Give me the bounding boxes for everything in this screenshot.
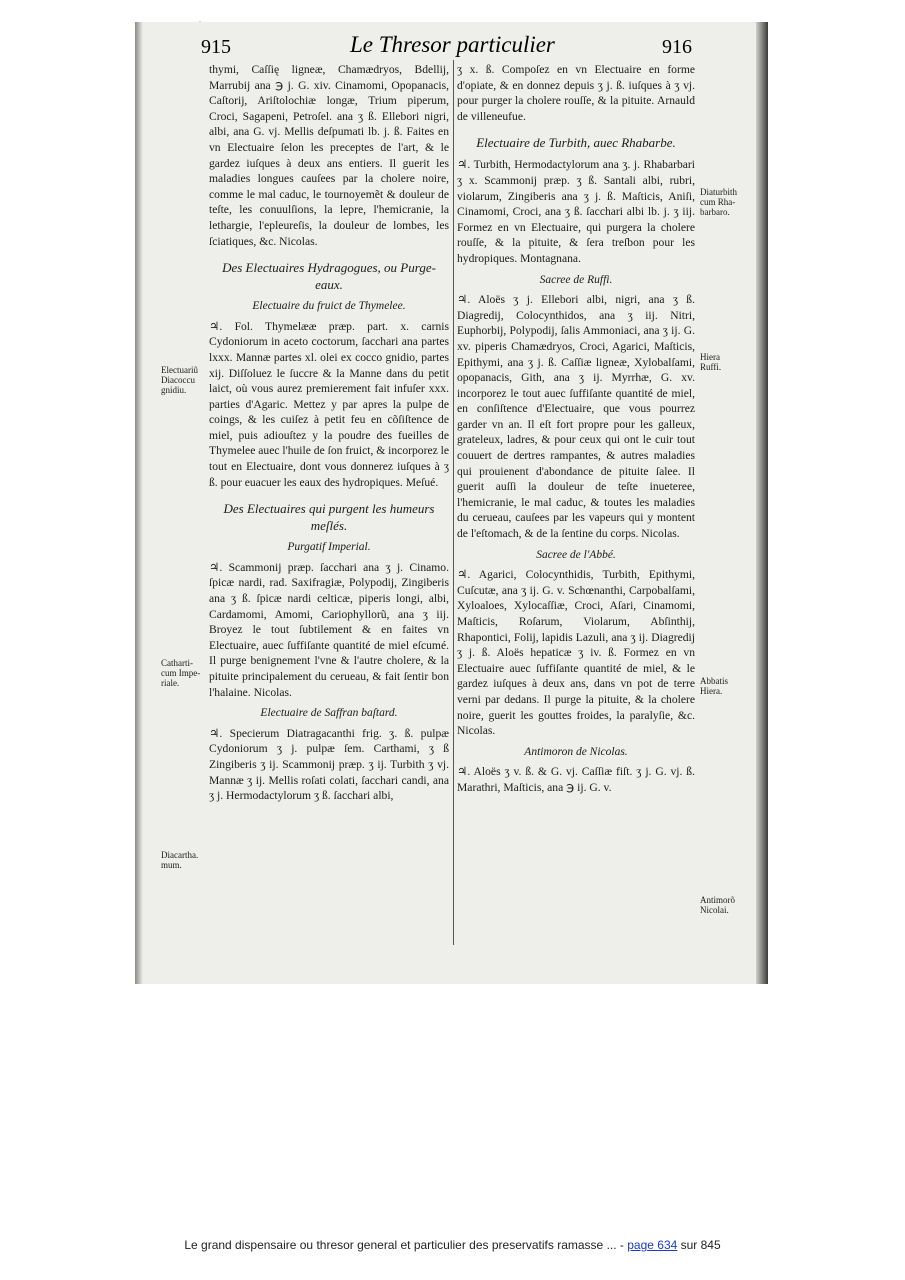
- margin-note-diacartham: Diacartha. mum.: [161, 850, 199, 870]
- paragraph: ♃. Specierum Diatragacanthi frig. ʒ. ß. pulpæ Cydoniorum ʒ j. pulpæ ſem. Carthami, ʒ ß Zingiberis ʒ ij. Scammonij præp. ʒ ij. Turbith ʒ vj. Mannæ ʒ ij. Mellis roſati colati, ſacchari candi, ana ʒ j. Hermodactylorum ʒ ß. ſacchari albi,: [209, 726, 449, 803]
- page-link[interactable]: page 634: [627, 1238, 678, 1252]
- running-head: [135, 28, 755, 60]
- paragraph: ♃. Aloës ʒ v. ß. & G. vj. Caſſiæ fiſt. ʒ j. G. vj. ß. Marathri, Maſticis, ana ℈ ij. G. v.: [457, 765, 695, 794]
- margin-note-hiera-abbatis: Abbatis Hiera.: [700, 676, 728, 696]
- document-caption: [0, 1238, 905, 1252]
- margin-note-diacocc: Electuariũ Diacoccu gnidiu.: [161, 365, 198, 395]
- margin-note-imperial: Catharti- cum Impe- riale.: [161, 658, 201, 688]
- recipe-heading: Electuaire de Saffran baſtard.: [260, 707, 398, 720]
- scanned-page: [135, 22, 768, 984]
- paragraph: thymi, Caſſię ligneæ, Chamædryos, Bdellij, Marrubij ana ℈ j. G. xiv. Cinamomi, Opopanacis, Caſtorij, Ariſtolochiæ longæ, Trium piperum, Croci, Sagapeni, Petroſel. ana ʒ ß. Ellebori nigri, albi, ana G. vj. Mellis deſpumati lb. j. ß. Faites en vn Electuaire ſelon les preceptes de l'art, & le gardez iuſques à deux ans entiers. Il guerit les maladies longues cauſees par la cholere noire, comme le mal caduc, le tournoyemẽt & douleur de teſte, les conuulſions, la lepre, l'hemicranie, la lethargie, l'epleureſis, la douleur de lombes, les ſciatiques, &c. Nicolas.: [209, 63, 449, 248]
- paragraph: ♃. Fol. Thymelææ præp. part. x. carnis Cydoniorum in aceto coctorum, ſacchari ana partes lxxx. Mannæ partes xl. olei ex cocco gnidio, partes xij. Diſſoluez le ſuccre & la Manne dans du petit laict, où vous aurez premierement fait infuſer xxx. parties d'Agaric. Mettez y par apres la pulpe de coings, & les cuiſez à petit feu en cõſiſtence de miel, puis adiouſtez y la poudre des fueilles de Thymelee auec l'huile de ſon fruict, & incorporez le tout en Electuaire, dont vous donnerez iuſques à ʒ ß. pour euacuer les eaux des hydropiques. Meſué.: [209, 319, 449, 489]
- paragraph: ʒ x. ß. Compoſez en vn Electuaire en forme d'opiate, & en donnez depuis ʒ j. ß. iuſques à ʒ vj. pour purger la cholere rouſſe, & la pituite. Arnauld de villeneufue.: [457, 63, 695, 123]
- recipe-heading: Purgatif Imperial.: [287, 541, 371, 554]
- caption-text: Le grand dispensaire ou thresor general et particulier des preservatifs ramasse ... -: [184, 1238, 628, 1252]
- caption-page-total: sur 845: [677, 1238, 721, 1252]
- paragraph: ♃. Agarici, Colocynthidis, Turbith, Epithymi, Cuſcutæ, ana ʒ ij. G. v. Schœnanthi, Carpobalſami, Xyloaloes, Xylocaſſiæ, Croci, Aſari, Cinamomi, Maſticis, Roſarum, Violarum, Abſinthij, Rhapontici, Folij, lapidis Lazuli, ana ʒ ij. Diagredij ʒ j. ß. Aloës hepaticæ ʒ iv. ß. Formez en vn Electuaire auec ſuffiſante quantité de miel, & le gardez iuſques à deux ans, dans vn pot de terre verni par dedans. Il purge la pituite, & la cholere noire, guerit les gouttes froides, la paralyſie, &c. Nicolas.: [457, 568, 695, 738]
- paragraph: ♃. Turbith, Hermodactylorum ana ʒ. j. Rhabarbari ʒ x. Scammonij præp. ʒ ß. Santali albi, rubri, violarum, Zingiberis ana ʒ j. ß. Maſticis, Aniſi, Cinamomi, Croci, ana ʒ ß. ſacchari albi lb. j. ʒ iij. Formez en vn Electuaire, qui purgera la cholere rouſſe, & la pituite, & ſera treſbon pour les hydropiques. Montagnana.: [457, 158, 695, 265]
- margin-note-turbith: Diaturbith cum Rha- barbaro.: [700, 187, 737, 217]
- recipe-heading: Electuaire du fruict de Thymelee.: [252, 300, 406, 313]
- recipe-heading: Antimoron de Nicolas.: [524, 745, 628, 758]
- recipe-heading: Sacree de l'Abbé.: [536, 548, 616, 561]
- section-heading: Des Electuaires qui purgent les humeurs meſlés.: [223, 501, 435, 534]
- right-page-number: 916: [662, 36, 692, 58]
- right-column: [457, 62, 695, 800]
- margin-note-hiera-ruffi: Hiera Ruffi.: [700, 352, 722, 372]
- left-column: [209, 62, 449, 808]
- paragraph: ♃. Scammonij præp. ſacchari ana ʒ j. Cinamo. ſpicæ nardi, rad. Saxifragiæ, Polypodij, Zingiberis ana ʒ ß. ſpicæ nardi celticæ, piperis longi, albi, Cardamomi, Amomi, Cariophyllorũ, ana ʒ iij. Broyez le tout ſubtilement & en faites vn Electuaire, auec ſuffiſante quantité de miel eſcumé. Il purge benignement l'vne & l'autre cholere, & la pituite principalement du cerueau, & fait ſentir bon l'halaine. Nicolas.: [209, 560, 449, 699]
- gutter-shadow: [135, 22, 143, 984]
- book-binding-edge: [756, 22, 768, 984]
- left-page-number: 915: [201, 36, 231, 58]
- running-head-title: Le Thresor particulier: [350, 32, 555, 57]
- margin-note-antimoron: Antimorõ Nicolai.: [700, 895, 735, 915]
- recipe-heading: Sacree de Ruffi.: [539, 273, 613, 286]
- section-heading: Des Electuaires Hydragogues, ou Purge-eaux.: [222, 260, 436, 293]
- column-rule: [453, 60, 454, 945]
- paragraph: ♃. Aloës ʒ j. Ellebori albi, nigri, ana ʒ ß. Diagredij, Colocynthidos, ana ʒ iij. Nitri, Euphorbij, Polypodij, ſalis Ammoniaci, ana ʒ ij. G. xv. piperis Chamædryos, Croci, Agarici, Maſticis, Epithymi, ana ʒ j. ß. Caſſiæ ligneæ, Xylobalſami, opopanacis, Gith, ana ʒ ij. Myrrhæ, G. xv. incorporez le tout auec ſuffiſante quantité de miel, en conſiſtence d'Electuaire, que vous pourrez garder vn an. Il eſt fort propre pour les galleux, grateleux, ladres, & pour ceux qui ont le cuir tout couuert de dertres rampantes, & autres maladies qui prouienent d'abondance de pituite ſalee. Il guerit auſſi la douleur de teſte inueteree, l'hemicranie, le mal caduc, & toutes les maladies du cerueau, cauſees par les vapeurs qui y montent de l'eſtomach, & de la ſentine du corps. Nicolas.: [457, 293, 695, 541]
- section-heading: Electuaire de Turbith, auec Rhabarbe.: [476, 135, 676, 151]
